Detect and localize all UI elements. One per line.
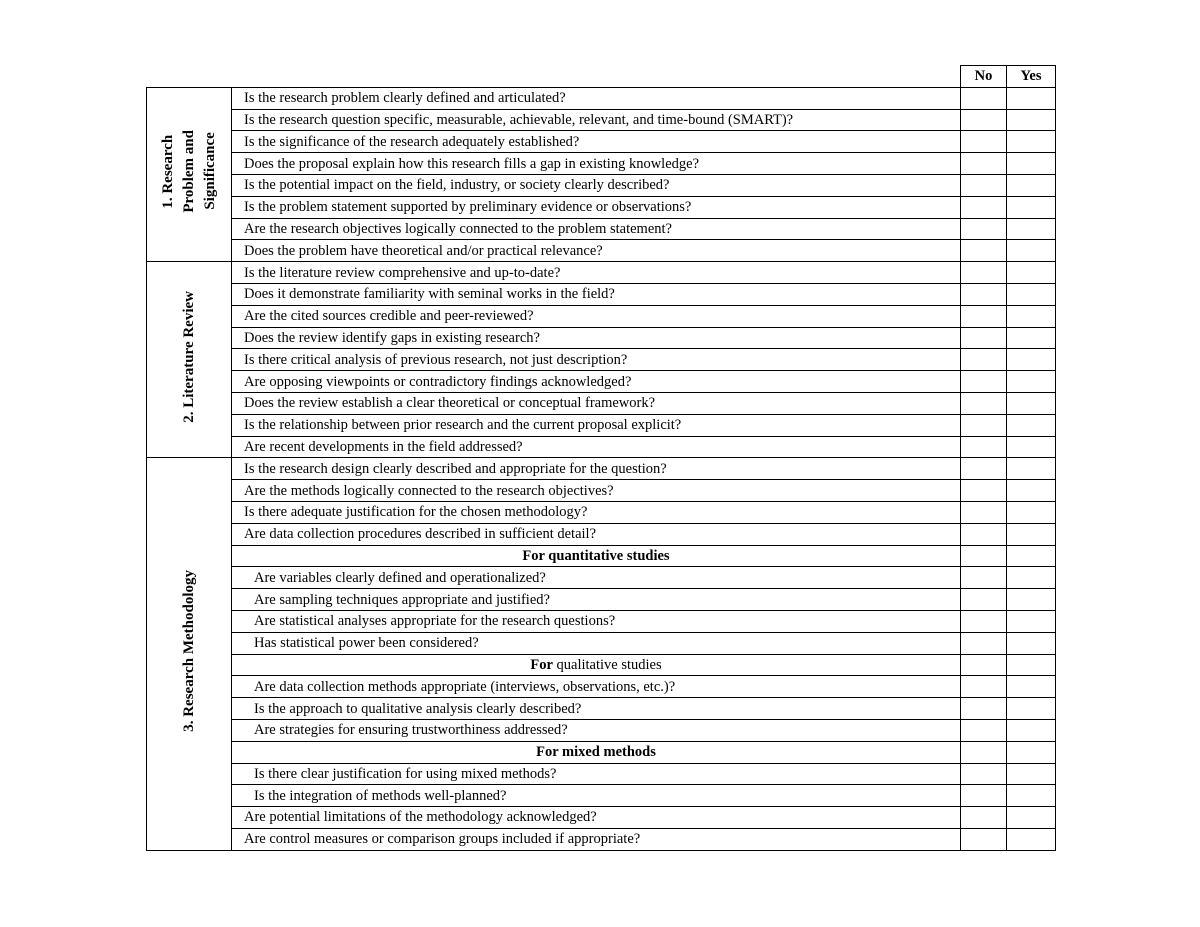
question-cell: Are recent developments in the field addressed? <box>232 436 961 458</box>
yes-checkbox-cell[interactable] <box>1007 327 1056 349</box>
yes-checkbox-cell[interactable] <box>1007 807 1056 829</box>
no-checkbox-cell[interactable] <box>961 327 1007 349</box>
no-checkbox-cell[interactable] <box>961 785 1007 807</box>
no-checkbox-cell[interactable] <box>961 763 1007 785</box>
yes-checkbox-cell[interactable] <box>1007 349 1056 371</box>
no-checkbox-cell[interactable] <box>961 589 1007 611</box>
section-3-label-cell <box>147 458 232 850</box>
yes-checkbox-cell[interactable] <box>1007 87 1056 109</box>
yes-checkbox-cell[interactable] <box>1007 589 1056 611</box>
question-cell: Is the research design clearly described and appropriate for the question? <box>232 458 961 480</box>
question-cell: Are data collection methods appropriate (interviews, observations, etc.)? <box>232 676 961 698</box>
quantitative-heading-text: For quantitative studies <box>522 547 670 564</box>
yes-checkbox-cell[interactable] <box>1007 610 1056 632</box>
yes-checkbox-cell[interactable] <box>1007 763 1056 785</box>
yes-checkbox-cell[interactable] <box>1007 109 1056 131</box>
section-1-title: 1. Research Problem and Significance <box>159 130 218 213</box>
no-checkbox-cell[interactable] <box>961 654 1007 676</box>
table-row <box>147 763 1056 785</box>
no-checkbox-cell[interactable] <box>961 523 1007 545</box>
question-cell: Is the research question specific, measurable, achievable, relevant, and time-bound (SMART)? <box>232 109 961 131</box>
yes-checkbox-cell[interactable] <box>1007 196 1056 218</box>
section-2-label-cell <box>147 262 232 458</box>
no-checkbox-cell[interactable] <box>961 109 1007 131</box>
table-row <box>147 349 1056 371</box>
yes-checkbox-cell[interactable] <box>1007 719 1056 741</box>
mixed-heading-text: For mixed methods <box>536 744 656 761</box>
mixed-subheading <box>232 741 961 763</box>
table-row <box>147 153 1056 175</box>
yes-checkbox-cell[interactable] <box>1007 785 1056 807</box>
yes-checkbox-cell[interactable] <box>1007 676 1056 698</box>
question-cell: Is the literature review comprehensive and up-to-date? <box>232 262 961 284</box>
question-cell: Are control measures or comparison groups included if appropriate? <box>232 828 961 850</box>
question-cell: Does the problem have theoretical and/or practical relevance? <box>232 240 961 262</box>
yes-checkbox-cell[interactable] <box>1007 698 1056 720</box>
yes-checkbox-cell[interactable] <box>1007 828 1056 850</box>
question-cell: Are statistical analyses appropriate for the research questions? <box>232 610 961 632</box>
yes-checkbox-cell[interactable] <box>1007 414 1056 436</box>
no-checkbox-cell[interactable] <box>961 741 1007 763</box>
yes-checkbox-cell[interactable] <box>1007 458 1056 480</box>
question-cell: Does the review establish a clear theoretical or conceptual framework? <box>232 392 961 414</box>
yes-checkbox-cell[interactable] <box>1007 371 1056 393</box>
table-row <box>147 807 1056 829</box>
section-1-label-cell <box>147 87 232 261</box>
no-checkbox-cell[interactable] <box>961 414 1007 436</box>
yes-checkbox-cell[interactable] <box>1007 153 1056 175</box>
table-row <box>147 174 1056 196</box>
question-cell: Is the research problem clearly defined and articulated? <box>232 87 961 109</box>
quantitative-subheading <box>232 545 961 567</box>
yes-checkbox-cell[interactable] <box>1007 567 1056 589</box>
question-cell: Does the review identify gaps in existing research? <box>232 327 961 349</box>
question-cell: Is the approach to qualitative analysis clearly described? <box>232 698 961 720</box>
yes-column-header: Yes <box>1007 66 1056 88</box>
table-row <box>147 523 1056 545</box>
yes-checkbox-cell[interactable] <box>1007 654 1056 676</box>
question-cell: Are the methods logically connected to the research objectives? <box>232 480 961 502</box>
header-row <box>147 66 1056 88</box>
table-row <box>147 567 1056 589</box>
table-row <box>147 501 1056 523</box>
no-checkbox-cell[interactable] <box>961 807 1007 829</box>
no-checkbox-cell[interactable] <box>961 131 1007 153</box>
no-checkbox-cell[interactable] <box>961 480 1007 502</box>
no-checkbox-cell[interactable] <box>961 501 1007 523</box>
qualitative-heading-rest: qualitative studies <box>552 656 662 673</box>
question-cell: Are variables clearly defined and operationalized? <box>232 567 961 589</box>
no-checkbox-cell[interactable] <box>961 262 1007 284</box>
question-cell: Are opposing viewpoints or contradictory findings acknowledged? <box>232 371 961 393</box>
no-checkbox-cell[interactable] <box>961 153 1007 175</box>
table-row <box>147 828 1056 850</box>
no-checkbox-cell[interactable] <box>961 218 1007 240</box>
yes-checkbox-cell[interactable] <box>1007 283 1056 305</box>
no-checkbox-cell[interactable] <box>961 719 1007 741</box>
question-cell: Are the cited sources credible and peer-reviewed? <box>232 305 961 327</box>
table-row <box>147 327 1056 349</box>
question-cell: Is the integration of methods well-planned? <box>232 785 961 807</box>
table-row <box>147 698 1056 720</box>
table-row <box>147 458 1056 480</box>
table-row <box>147 719 1056 741</box>
yes-checkbox-cell[interactable] <box>1007 741 1056 763</box>
question-cell: Has statistical power been considered? <box>232 632 961 654</box>
header-blank <box>147 66 961 88</box>
no-checkbox-cell[interactable] <box>961 828 1007 850</box>
yes-checkbox-cell[interactable] <box>1007 131 1056 153</box>
no-checkbox-cell[interactable] <box>961 436 1007 458</box>
no-checkbox-cell[interactable] <box>961 676 1007 698</box>
table-row <box>147 436 1056 458</box>
qualitative-heading-bold: For <box>530 656 553 673</box>
yes-checkbox-cell[interactable] <box>1007 218 1056 240</box>
table-row <box>147 196 1056 218</box>
section-2-title: 2. Literature Review <box>180 290 197 423</box>
table-row <box>147 131 1056 153</box>
table-row <box>147 480 1056 502</box>
table-row <box>147 741 1056 763</box>
no-checkbox-cell[interactable] <box>961 610 1007 632</box>
table-row <box>147 632 1056 654</box>
table-row <box>147 392 1056 414</box>
table-row <box>147 371 1056 393</box>
yes-checkbox-cell[interactable] <box>1007 523 1056 545</box>
no-checkbox-cell[interactable] <box>961 174 1007 196</box>
table-row <box>147 240 1056 262</box>
section-3-title: 3. Research Methodology <box>180 570 197 732</box>
question-cell: Are data collection procedures described in sufficient detail? <box>232 523 961 545</box>
table-row <box>147 545 1056 567</box>
table-row <box>147 87 1056 109</box>
table-row <box>147 218 1056 240</box>
table-row <box>147 262 1056 284</box>
yes-checkbox-cell[interactable] <box>1007 305 1056 327</box>
yes-checkbox-cell[interactable] <box>1007 436 1056 458</box>
question-cell: Are the research objectives logically connected to the problem statement? <box>232 218 961 240</box>
question-cell: Is there clear justification for using mixed methods? <box>232 763 961 785</box>
table-row <box>147 676 1056 698</box>
table-row <box>147 109 1056 131</box>
no-checkbox-cell[interactable] <box>961 371 1007 393</box>
table-row <box>147 589 1056 611</box>
no-checkbox-cell[interactable] <box>961 567 1007 589</box>
qualitative-subheading <box>232 654 961 676</box>
question-cell: Does it demonstrate familiarity with seminal works in the field? <box>232 283 961 305</box>
table-row <box>147 654 1056 676</box>
table-row <box>147 610 1056 632</box>
yes-checkbox-cell[interactable] <box>1007 240 1056 262</box>
no-checkbox-cell[interactable] <box>961 545 1007 567</box>
yes-checkbox-cell[interactable] <box>1007 262 1056 284</box>
no-checkbox-cell[interactable] <box>961 283 1007 305</box>
yes-checkbox-cell[interactable] <box>1007 174 1056 196</box>
no-checkbox-cell[interactable] <box>961 458 1007 480</box>
table-row <box>147 414 1056 436</box>
yes-checkbox-cell[interactable] <box>1007 632 1056 654</box>
question-cell: Is the potential impact on the field, industry, or society clearly described? <box>232 174 961 196</box>
no-checkbox-cell[interactable] <box>961 349 1007 371</box>
no-checkbox-cell[interactable] <box>961 632 1007 654</box>
no-checkbox-cell[interactable] <box>961 392 1007 414</box>
question-cell: Is there adequate justification for the chosen methodology? <box>232 501 961 523</box>
question-cell: Is the significance of the research adequately established? <box>232 131 961 153</box>
yes-checkbox-cell[interactable] <box>1007 480 1056 502</box>
question-cell: Are strategies for ensuring trustworthiness addressed? <box>232 719 961 741</box>
question-cell: Is the problem statement supported by preliminary evidence or observations? <box>232 196 961 218</box>
yes-checkbox-cell[interactable] <box>1007 392 1056 414</box>
question-cell: Is there critical analysis of previous research, not just description? <box>232 349 961 371</box>
no-checkbox-cell[interactable] <box>961 87 1007 109</box>
question-cell: Is the relationship between prior research and the current proposal explicit? <box>232 414 961 436</box>
no-checkbox-cell[interactable] <box>961 305 1007 327</box>
no-checkbox-cell[interactable] <box>961 698 1007 720</box>
question-cell: Does the proposal explain how this research fills a gap in existing knowledge? <box>232 153 961 175</box>
yes-checkbox-cell[interactable] <box>1007 545 1056 567</box>
table-row <box>147 305 1056 327</box>
no-column-header: No <box>961 66 1007 88</box>
no-checkbox-cell[interactable] <box>961 240 1007 262</box>
review-checklist-table <box>146 65 1056 851</box>
no-checkbox-cell[interactable] <box>961 196 1007 218</box>
question-cell: Are potential limitations of the methodology acknowledged? <box>232 807 961 829</box>
question-cell: Are sampling techniques appropriate and justified? <box>232 589 961 611</box>
table-row <box>147 785 1056 807</box>
yes-checkbox-cell[interactable] <box>1007 501 1056 523</box>
table-row <box>147 283 1056 305</box>
